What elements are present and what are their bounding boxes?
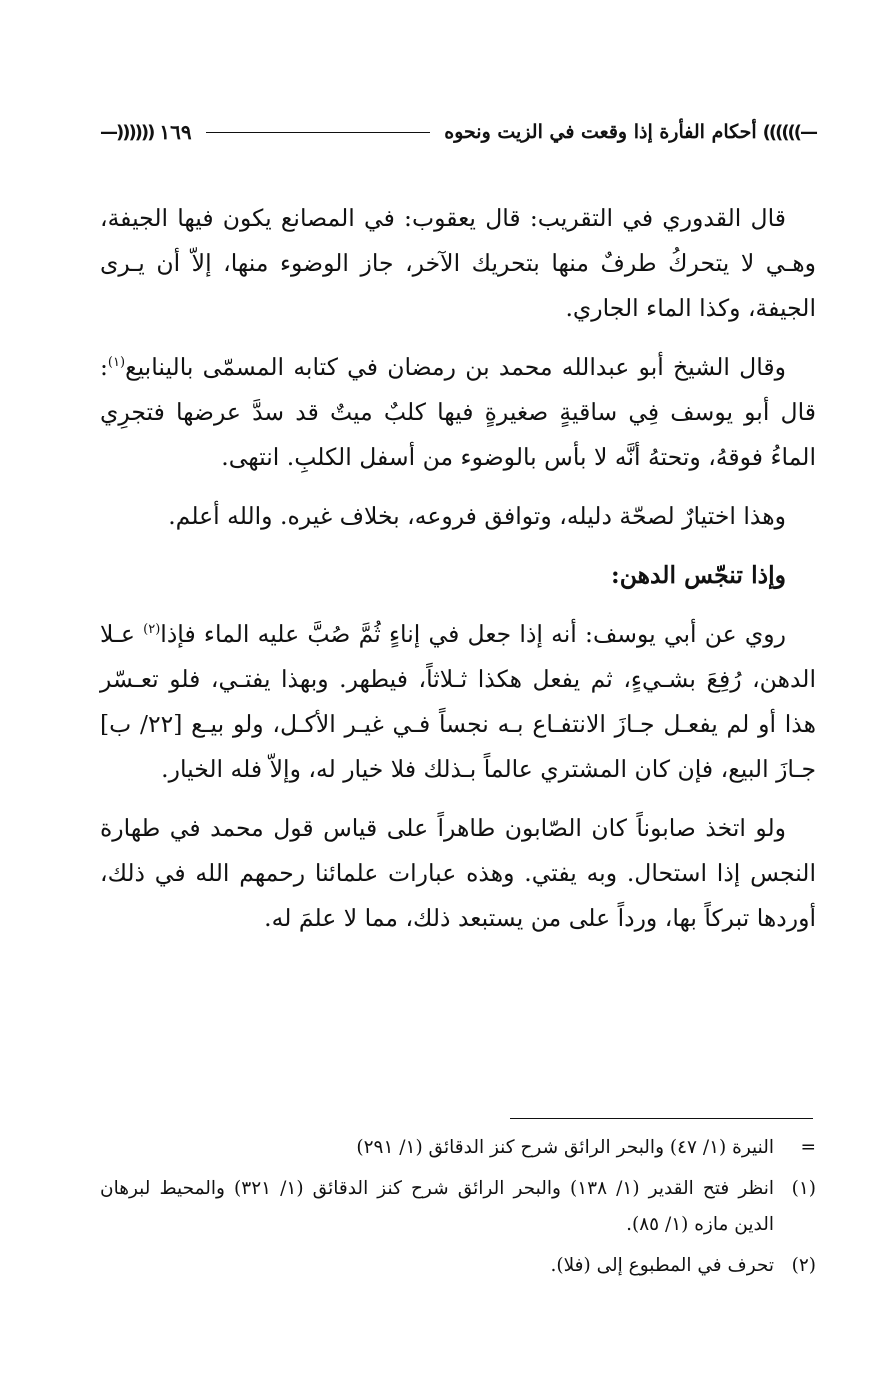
section-heading: وإذا تنجّس الدهن: xyxy=(611,561,786,589)
footnote xyxy=(100,1130,816,1166)
page-number: ١٦٩ xyxy=(159,120,192,144)
footnote-separator xyxy=(510,1118,813,1119)
paragraph: قال القدوري في التقريب: قال يعقوب: في المصانع يكون فيها الجيفة، وهـي لا يتحركُ طرفٌ منها بتحريك الآخر، جاز الوضوء منها، إلاّ أن يـرى الجيفة، وكذا الماء الجاري. xyxy=(100,204,816,322)
main-text xyxy=(100,196,816,955)
paragraph-text: روي عن أبي يوسف: أنه إذا جعل في إناءٍ ثُمَّ صُبَّ عليه الماء فإذا xyxy=(160,620,786,648)
running-title: أحكام الفأرة إذا وقعت في الزيت ونحوه xyxy=(444,121,757,143)
footnote-text: تحرف في المطبوع إلى (فلا). xyxy=(550,1255,774,1276)
footnote-ref[interactable]: (١) xyxy=(107,355,126,371)
header-rule xyxy=(206,132,431,133)
header-ornament-right: —)))))) xyxy=(762,121,816,143)
footnote-mark: = xyxy=(800,1137,816,1158)
footnote-mark: (١) xyxy=(791,1178,816,1199)
footnote-mark: (٢) xyxy=(791,1255,816,1276)
footnote xyxy=(100,1171,816,1243)
paragraph: وهذا اختيارٌ لصحّة دليله، وتوافق فروعه، بخلاف غيره. والله أعلم. xyxy=(168,502,786,530)
footnote-text: انظر فتح القدير (١/ ١٣٨) والبحر الرائق شرح كنز الدقائق (١/ ٣٢١) والمحيط لبرهان الدين مازه (١/ ٨٥). xyxy=(100,1178,775,1235)
paragraph-text: : قال أبو يوسف فِي ساقيةٍ صغيرةٍ فيها كلبٌ ميتٌ قد سدَّ عرضها فتجرِي الماءُ فوقهُ، وتحتهُ أنَّه لا بأس بالوضوء من أسفل الكلبِ. انتهى. xyxy=(100,353,816,471)
paragraph: ولو اتخذ صابوناً كان الصّابون طاهراً على قياس قول محمد في طهارة النجس إذا استحال. وبه يفتي. وهذه عبارات علمائنا رحمهم الله في ذلك، أوردها تبركاً بها، ورداً على من يستبعد ذلك، مما لا علمَ له. xyxy=(100,814,816,932)
paragraph-text: وقال الشيخ أبو عبدالله محمد بن رمضان في كتابه المسمّى بالينابيع xyxy=(125,353,786,381)
paragraph-text: عـلا الدهن، رُفِعَ بشـيءٍ، ثم يفعل هكذا ثـلاثاً، فيطهر. وبهذا يفتـي، فلو تعـسّر هذا أو لم يفعـل جـازَ الانتفـاع بـه نجساً فـي غيـر الأكـل، ولو بيـع [٢٢/ ب] جـازَ البيع، فإن كان المشتري عالماً بـذلك فلا خيار له، وإلاّ فله الخيار. xyxy=(100,620,817,783)
header-ornament-left: ((((((— xyxy=(100,121,154,143)
footnotes xyxy=(100,1130,816,1289)
running-header xyxy=(100,112,816,152)
paragraph xyxy=(100,612,816,792)
footnote-ref[interactable]: (٢) xyxy=(143,622,161,638)
footnote xyxy=(100,1248,816,1284)
paragraph xyxy=(100,345,816,480)
footnote-text: النيرة (١/ ٤٧) والبحر الرائق شرح كنز الدقائق (١/ ٢٩١) xyxy=(356,1137,774,1158)
